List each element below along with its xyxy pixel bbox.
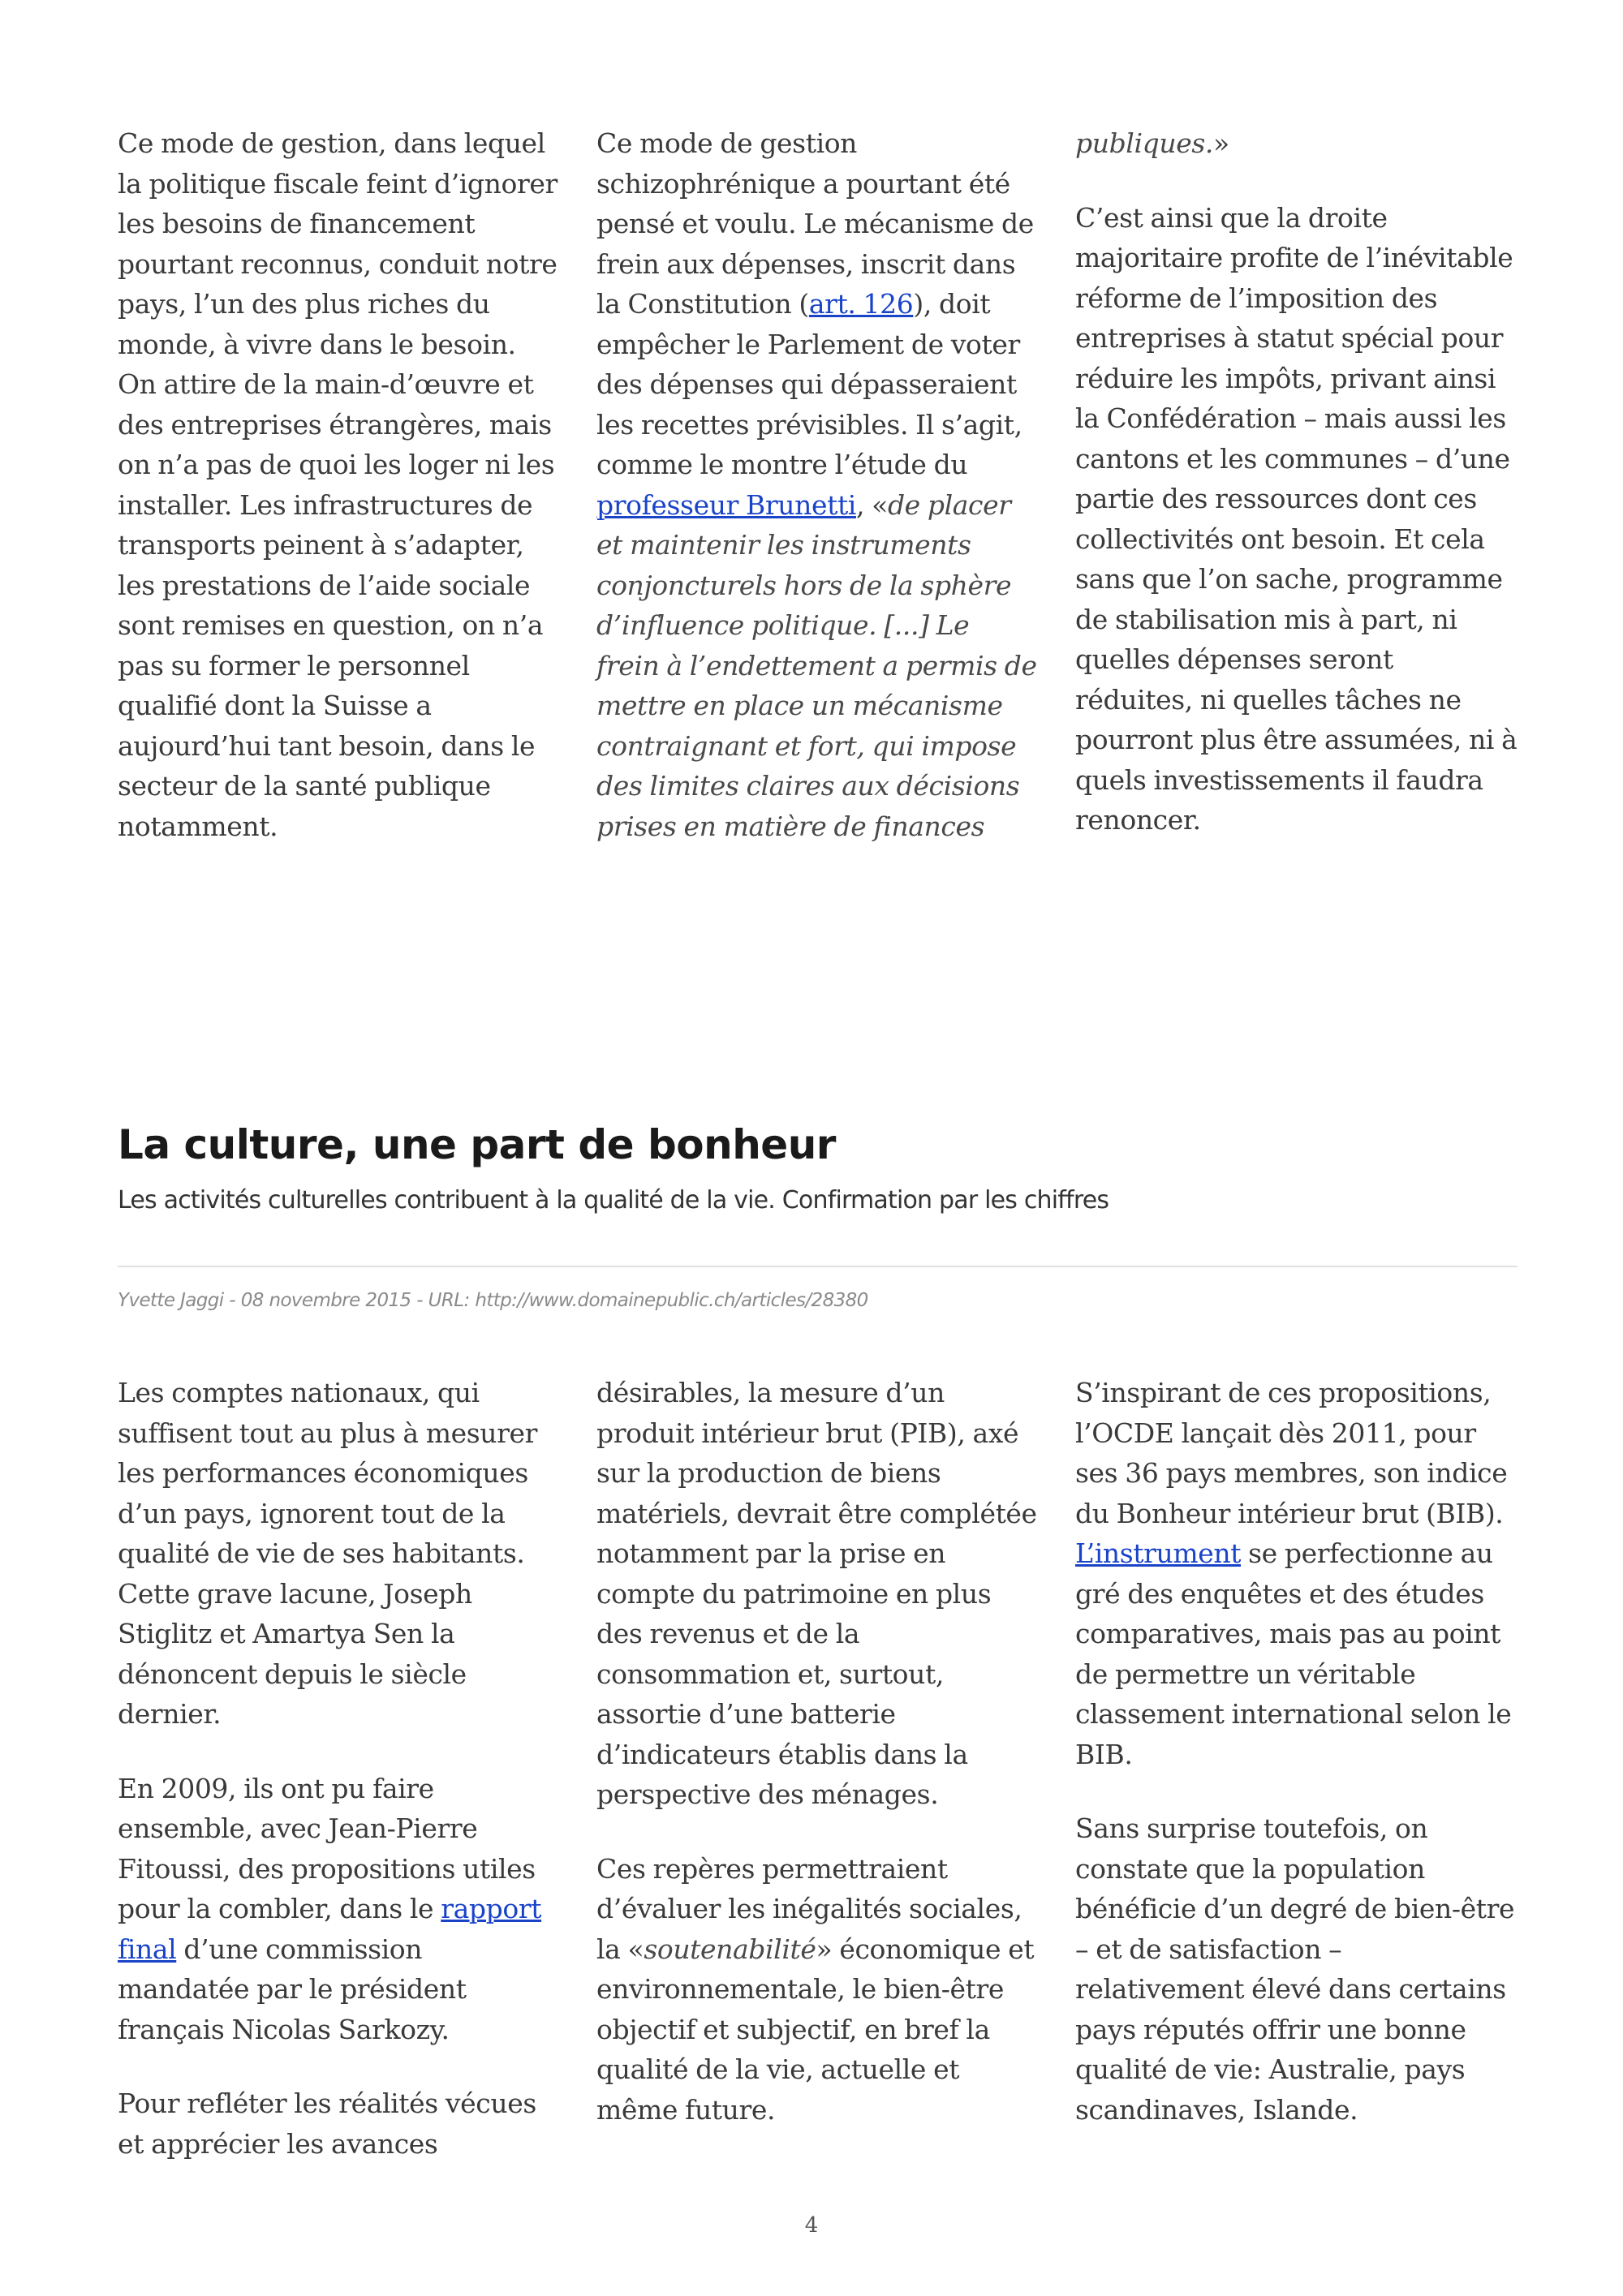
- article-byline: Yvette Jaggi - 08 novembre 2015 - URL: http://www.domainepublic.ch/articles/28380: [118, 1290, 868, 1311]
- text-run: Ce mode de gestion, dans lequel la politique fiscale feint d’ignorer les besoins de financement pourtant reconnus, conduit notre pays, l’un des plus riches du monde, à vivre dans le besoin. On attire de la main-d’œuvre et des entreprises étrangères, mais on n’a pas de quoi les loger ni les installer. Les infrastructures de transports peinent à s’adapter, les prestations de l’aide sociale sont remises en question, on n’a pas su former le personnel qualifié dont la Suisse a aujourd’hui tant besoin, dans le secteur de la santé publique notamment.: [118, 127, 558, 842]
- paragraph: [1075, 198, 1518, 841]
- paragraph: [1075, 1373, 1518, 1774]
- article-subtitle: Les activités culturelles contribuent à la qualité de la vie. Confirmation par les chiffres: [118, 1186, 1109, 1215]
- article-columns: [118, 1373, 1518, 2164]
- text-run: C’est ainsi que la droite majoritaire profite de l’inévitable réforme de l’imposition des entreprises à statut spécial pour réduire les impôts, privant ainsi la Confédération – mais aussi les cantons et les communes – d’une partie des ressources dont ces collectivités ont besoin. Et cela sans que l’on sache, programme de stabilisation mis à part, ni quelles dépenses seront réduites, ni quelles tâches ne pourront plus être assumées, ni à quels investissements il faudra renoncer.: [1075, 201, 1518, 836]
- text-run: d’une commission mandatée par le président français Nicolas Sarkozy.: [118, 1933, 467, 2045]
- text-run: Les comptes nationaux, qui suffisent tout au plus à mesurer les performances économiques d’un pays, ignorent tout de la qualité de vie de ses habitants. Cette grave lacune, Joseph Stiglitz et Amartya Sen la dénoncent depuis le siècle dernier.: [118, 1377, 537, 1730]
- text-run: désirables, la mesure d’un produit intérieur brut (PIB), axé sur la production de biens matériels, devrait être complétée notamment par la prise en compte du patrimoine en plus des revenus et de la consommation et, surtout, assortie d’une batterie d’indicateurs établis dans la perspective des ménages.: [596, 1377, 1037, 1810]
- text-run: »: [1212, 127, 1229, 159]
- page-number: 4: [804, 2213, 819, 2238]
- text-column: [596, 1373, 1039, 2164]
- inline-link[interactable]: professeur Brunetti: [596, 488, 856, 521]
- text-column: [596, 123, 1039, 846]
- text-run: En 2009, ils ont pu faire ensemble, avec Jean-Pierre Fitoussi, des propositions utiles pour la combler, dans le: [118, 1772, 536, 1924]
- article-header: [118, 1121, 1518, 1215]
- paragraph: [596, 1373, 1039, 1815]
- inline-link[interactable]: rapport final: [118, 1893, 542, 1965]
- text-column: [1075, 123, 1518, 846]
- text-run: Ces repères permettraient d’évaluer les inégalités sociales, la «: [596, 1852, 1022, 1965]
- paragraph: [596, 123, 1039, 846]
- text-run: ), doit empêcher le Parlement de voter des dépenses qui dépasseraient les recettes prévisibles. Il s’agit, comme le montre l’étude du: [596, 288, 1022, 480]
- top-section-columns: [118, 123, 1518, 846]
- text-column: [1075, 1373, 1518, 2164]
- paragraph: [118, 1373, 560, 1735]
- paragraph: [596, 1849, 1039, 2130]
- text-column: [118, 123, 560, 846]
- text-run: se perfectionne au gré des enquêtes et des études comparatives, mais pas au point de permettre un véritable classement international selon le BIB.: [1075, 1537, 1512, 1770]
- inline-link[interactable]: L’instrument: [1075, 1537, 1242, 1569]
- text-run: Sans surprise toutefois, on constate que la population bénéficie d’un degré de bien-être – et de satisfaction – relativement élevé dans certains pays réputés offrir une bonne qualité de vie: Australie, pays scandinaves, Islande.: [1075, 1812, 1515, 2126]
- text-run: Ce mode de gestion schizophrénique a pourtant été pensé et voulu. Le mécanisme de frein aux dépenses, inscrit dans la Constitution (: [596, 127, 1034, 320]
- header-divider: [118, 1266, 1518, 1267]
- text-run: , «: [855, 488, 888, 521]
- italic-quote: publiques.: [1075, 127, 1213, 159]
- paragraph: [1075, 123, 1518, 164]
- paragraph: [118, 123, 560, 846]
- paragraph: [1075, 1808, 1518, 2130]
- article-title: La culture, une part de bonheur: [118, 1121, 836, 1168]
- italic-quote: soutenabilité: [644, 1933, 816, 1965]
- inline-link[interactable]: art. 126: [808, 288, 914, 320]
- paragraph: [118, 1769, 560, 2050]
- paragraph: [118, 2083, 560, 2164]
- text-run: S’inspirant de ces propositions, l’OCDE lançait dès 2011, pour ses 36 pays membres, son indice du Bonheur intérieur brut (BIB).: [1075, 1377, 1508, 1529]
- italic-quote: de placer et maintenir les instruments conjoncturels hors de la sphère d’influence politique. [...] Le frein à l’endettement a permis de mettre en place un mécanisme contraignant et fort, qui impose des limites claires aux décisions prises en matière de finances: [596, 488, 1037, 842]
- text-column: [118, 1373, 560, 2164]
- text-run: » économique et environnementale, le bien-être objectif et subjectif, en bref la qualité de la vie, actuelle et même future.: [596, 1933, 1035, 2126]
- text-run: Pour refléter les réalités vécues et apprécier les avances: [118, 2087, 536, 2160]
